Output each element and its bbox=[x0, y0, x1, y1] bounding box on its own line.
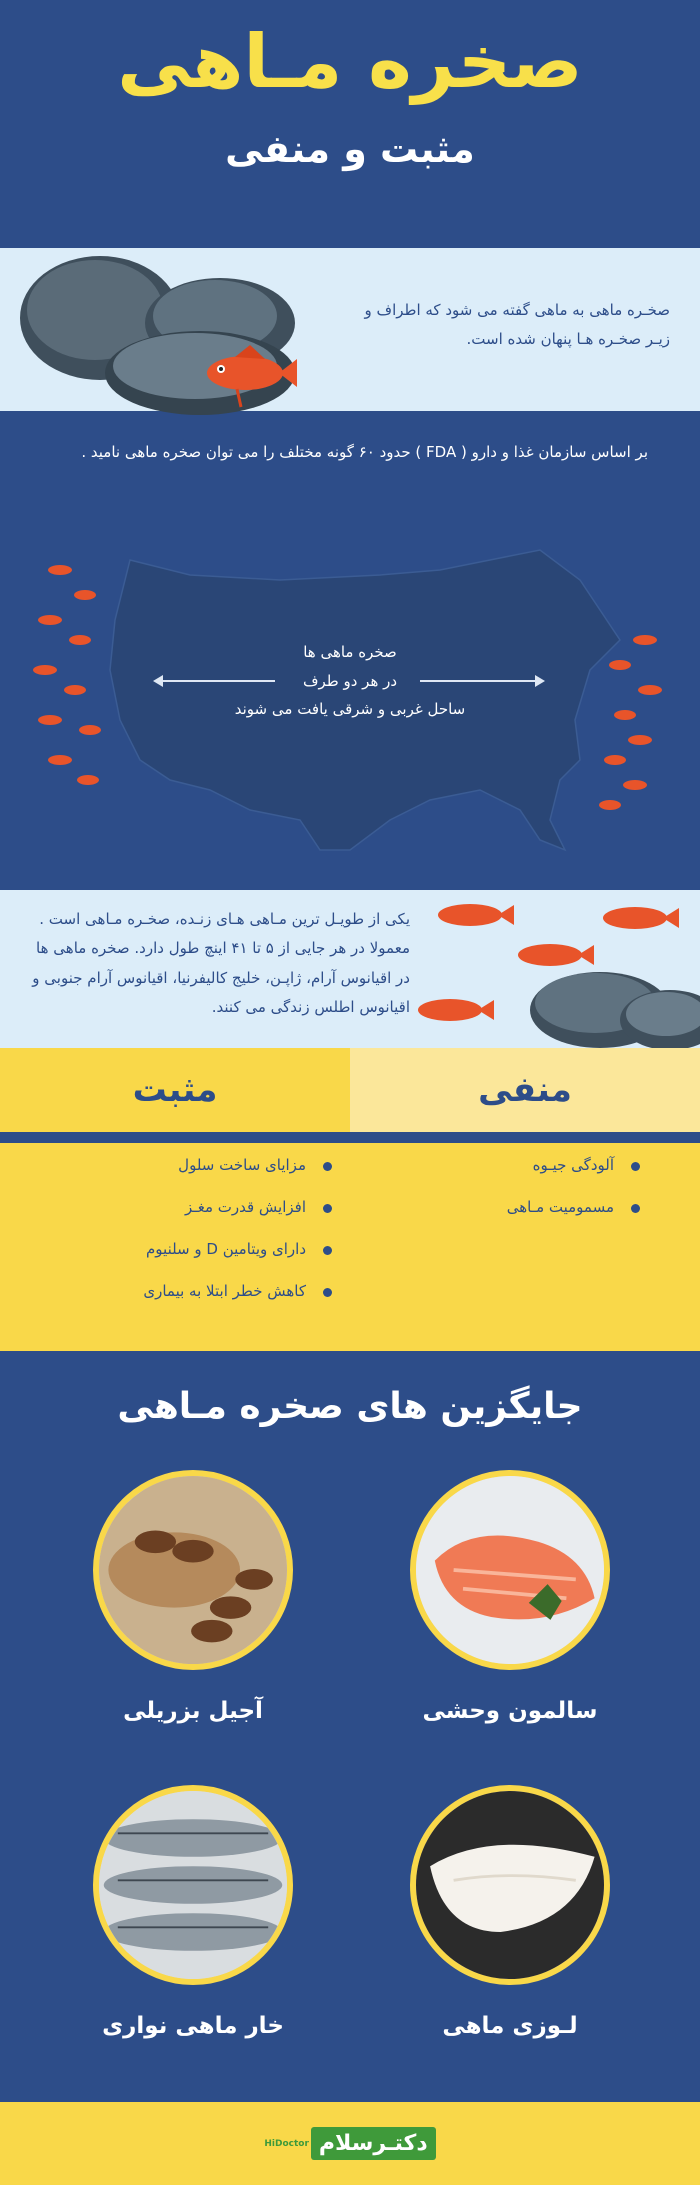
alt-label: سالمون وحشی bbox=[422, 1698, 598, 1724]
list-item: مزایای ساخت سلول bbox=[32, 1155, 332, 1176]
longest-fish-section bbox=[0, 890, 700, 1048]
hidoctor-logo[interactable] bbox=[264, 2127, 435, 2160]
alt-label: لـوزی ماهی bbox=[442, 2013, 578, 2039]
map-label-line2: در هر دو طرف bbox=[302, 671, 398, 690]
map-label-line1: صخره ماهی ها bbox=[303, 643, 397, 661]
alt-item-halibut bbox=[405, 1785, 615, 2039]
cons-header: منفی bbox=[350, 1048, 700, 1132]
cons-list bbox=[420, 1155, 640, 1239]
logo-subtext: HiDoctor bbox=[264, 2138, 309, 2149]
alt-label: آجیل بزریلی bbox=[123, 1698, 263, 1724]
halibut-image bbox=[410, 1785, 610, 1985]
list-item: مسمومیت مـاهی bbox=[420, 1197, 640, 1218]
longest-fish-text: یکی از طویـل ترین مـاهی هـای زنـده، صخـره مـاهی است . معمولا در هر جایی از ۵ تا ۴۱ اینچ طول دارد. صخره ماهی ها در اقیانوس آرام، ژاپـن، خلیج کالیفرنیا، اقیانوس آرام جنوبی و اقیانوس اطلس زندگی می کنند. bbox=[32, 910, 410, 1016]
page-title: صخره مـاهی bbox=[117, 19, 583, 105]
pros-header: مثبت bbox=[0, 1048, 350, 1132]
alternatives-title: جایگزین های صخره مـاهی bbox=[117, 1386, 583, 1427]
map-label-line3: ساحل غربی و شرقی یافت می شوند bbox=[234, 700, 466, 718]
alt-item-brazil-nut bbox=[88, 1470, 298, 1724]
fda-text: بر اساس سازمان غذا و دارو ( FDA ) حدود ۶۰ گونه مختلف را می توان صخره ماهی نامید . bbox=[81, 443, 648, 461]
striped-bass-image bbox=[93, 1785, 293, 1985]
arrow-right-icon bbox=[535, 675, 545, 687]
arrow-left-line bbox=[155, 680, 275, 682]
fish-rocks-illustration bbox=[410, 890, 700, 1048]
intro-text: صخـره ماهی به ماهی گفته می شود که اطراف و زیـر صخـره هـا پنهان شده است. bbox=[364, 301, 670, 348]
list-item: دارای ویتامین D و سلنیوم bbox=[32, 1239, 332, 1260]
arrow-left-icon bbox=[153, 675, 163, 687]
header bbox=[0, 0, 700, 245]
logo-text: دکتـرسلام bbox=[311, 2127, 436, 2160]
list-item: کاهش خطر ابتلا به بیماری bbox=[32, 1281, 332, 1302]
footer bbox=[0, 2102, 700, 2185]
list-item: افزایش قدرت مغـز bbox=[32, 1197, 332, 1218]
salmon-image bbox=[410, 1470, 610, 1670]
pros-cons-body bbox=[0, 1143, 700, 1351]
intro-section bbox=[0, 248, 700, 411]
list-item: آلودگی جیـوه bbox=[420, 1155, 640, 1176]
alt-label: خار ماهی نواری bbox=[102, 2013, 284, 2039]
brazil-nut-image bbox=[93, 1470, 293, 1670]
alt-item-striped-bass bbox=[88, 1785, 298, 2039]
alt-item-salmon bbox=[405, 1470, 615, 1724]
arrow-right-line bbox=[420, 680, 540, 682]
rock-fish-illustration bbox=[10, 228, 340, 428]
page-subtitle: مثبت و منفی bbox=[225, 127, 475, 172]
pros-list bbox=[32, 1155, 332, 1323]
